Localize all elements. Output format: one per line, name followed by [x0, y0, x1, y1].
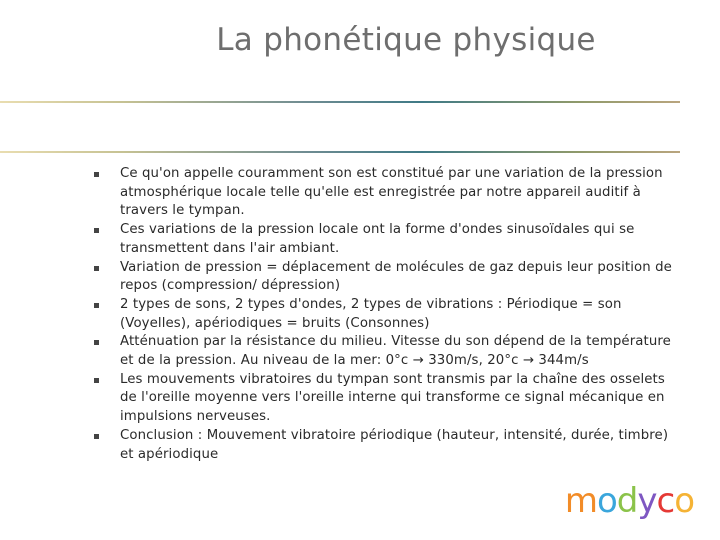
- bullet-text: Les mouvements vibratoires du tympan sont transmis par la chaîne des osselets de l'oreille moyenne vers l'oreille interne qui transforme ce signal mécanique en impulsions nerveuses.: [120, 371, 665, 425]
- square-bullet-icon: [94, 172, 99, 177]
- logo-letter: d: [616, 481, 638, 521]
- square-bullet-icon: [94, 434, 99, 439]
- square-bullet-icon: [94, 303, 99, 308]
- bullet-item: [94, 221, 678, 258]
- square-bullet-icon: [94, 340, 99, 345]
- square-bullet-icon: [94, 266, 99, 271]
- bullet-item: [94, 296, 678, 333]
- square-bullet-icon: [94, 228, 99, 233]
- bullet-item: [94, 259, 678, 296]
- logo-letter: o: [596, 481, 617, 521]
- bullet-text: Ce qu'on appelle couramment son est constitué par une variation de la pression atmosphérique locale telle qu'elle est enregistrée par notre appareil auditif à travers le tympan.: [120, 166, 663, 219]
- bullet-list: [94, 165, 678, 464]
- header-divider-top: [0, 101, 680, 103]
- bullet-text: Ces variations de la pression locale ont la forme d'ondes sinusoïdales qui se transmettent dans l'air ambiant.: [120, 222, 635, 256]
- modyco-logo: [564, 481, 694, 521]
- bullet-item: [94, 371, 678, 427]
- bullet-text: Variation de pression = déplacement de molécules de gaz depuis leur position de repos (compression/ dépression): [120, 259, 672, 294]
- logo-letter: c: [656, 481, 675, 521]
- header-divider-bottom: [0, 151, 680, 153]
- bullet-text: Atténuation par la résistance du milieu. Vitesse du son dépend de la température et de la pression. Au niveau de la mer: 0°c → 330m/s, 20°c → 344m/s: [120, 334, 671, 369]
- bullet-text: Conclusion : Mouvement vibratoire périodique (hauteur, intensité, durée, timbre) et apériodique: [120, 427, 669, 462]
- bullet-item: [94, 427, 678, 464]
- logo-letter: y: [637, 481, 657, 521]
- square-bullet-icon: [94, 378, 99, 383]
- slide-title: La phonétique physique: [216, 22, 596, 58]
- logo-letter: o: [674, 481, 694, 521]
- logo-letter: m: [564, 481, 597, 521]
- bullet-text: 2 types de sons, 2 types d'ondes, 2 types de vibrations : Périodique = son (Voyelles), apériodiques = bruits (Consonnes): [120, 296, 622, 331]
- bullet-item: [94, 165, 678, 221]
- bullet-item: [94, 333, 678, 370]
